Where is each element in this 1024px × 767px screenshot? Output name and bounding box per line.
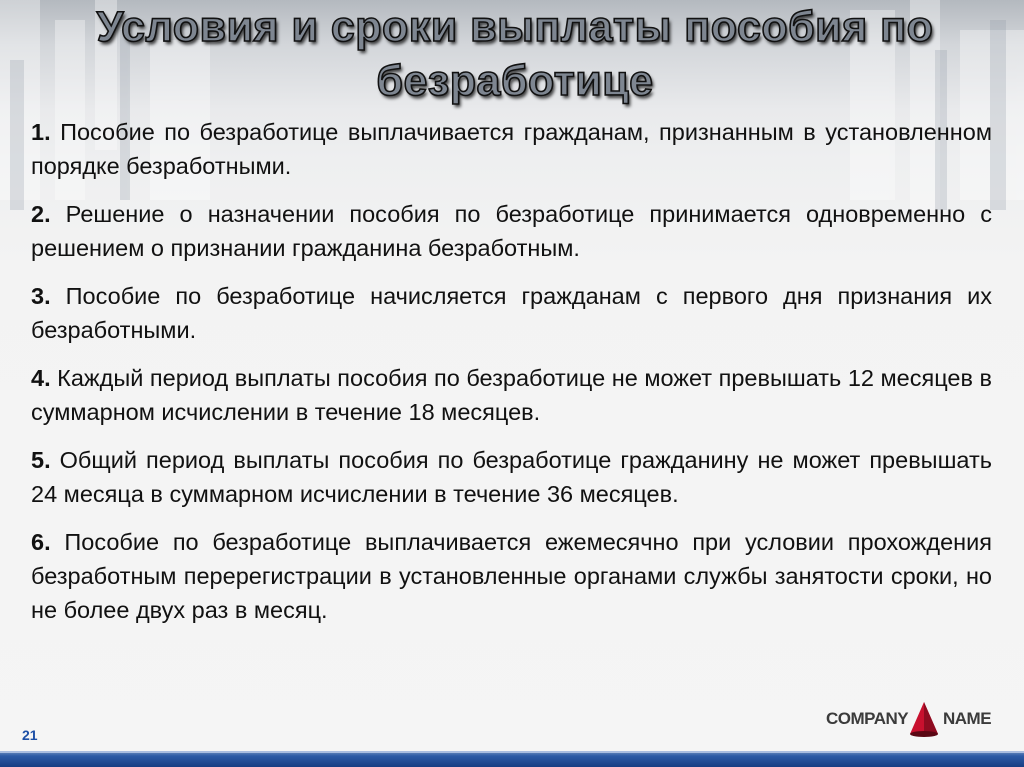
item-number: 1. [31,119,51,145]
conditions-list [31,115,992,641]
item-text: Общий период выплаты пособия по безработице гражданину не может превышать 24 месяца в суммарном исчислении в течение 36 месяцев. [31,447,992,507]
slide-title-line-2: безработице [376,57,654,105]
cone-icon [907,700,941,738]
company-logo [826,700,990,738]
logo-word-company: COMPANY [826,709,909,728]
bottom-bar-highlight [0,751,1024,753]
item-number: 5. [31,447,51,473]
list-item [31,279,992,347]
item-text: Пособие по безработице начисляется гражданам с первого дня признания их безработными. [31,283,992,343]
item-text: Пособие по безработице выплачивается ежемесячно при условии прохождения безработным перерегистрации в установленные органами службы занятости сроки, но не более двух раз в месяц. [31,529,992,623]
slide-number: 21 [22,727,38,743]
bottom-bar [0,751,1024,767]
item-text: Решение о назначении пособия по безработице принимается одновременно с решением о признании гражданина безработным. [31,201,992,261]
list-item [31,115,992,183]
logo-word-name: NAME [943,709,992,728]
item-number: 4. [31,365,51,391]
slide-title [90,0,940,108]
item-number: 6. [31,529,51,555]
item-text: Пособие по безработице выплачивается гражданам, признанным в установленном порядке безработными. [31,119,992,179]
list-item [31,361,992,429]
list-item [31,197,992,265]
item-text: Каждый период выплаты пособия по безработице не может превышать 12 месяцев в суммарном исчислении в течение 18 месяцев. [31,365,992,425]
item-number: 3. [31,283,51,309]
list-item [31,443,992,511]
item-number: 2. [31,201,51,227]
slide-title-line-1: Условия и сроки выплаты пособия по [96,3,934,51]
list-item [31,525,992,627]
